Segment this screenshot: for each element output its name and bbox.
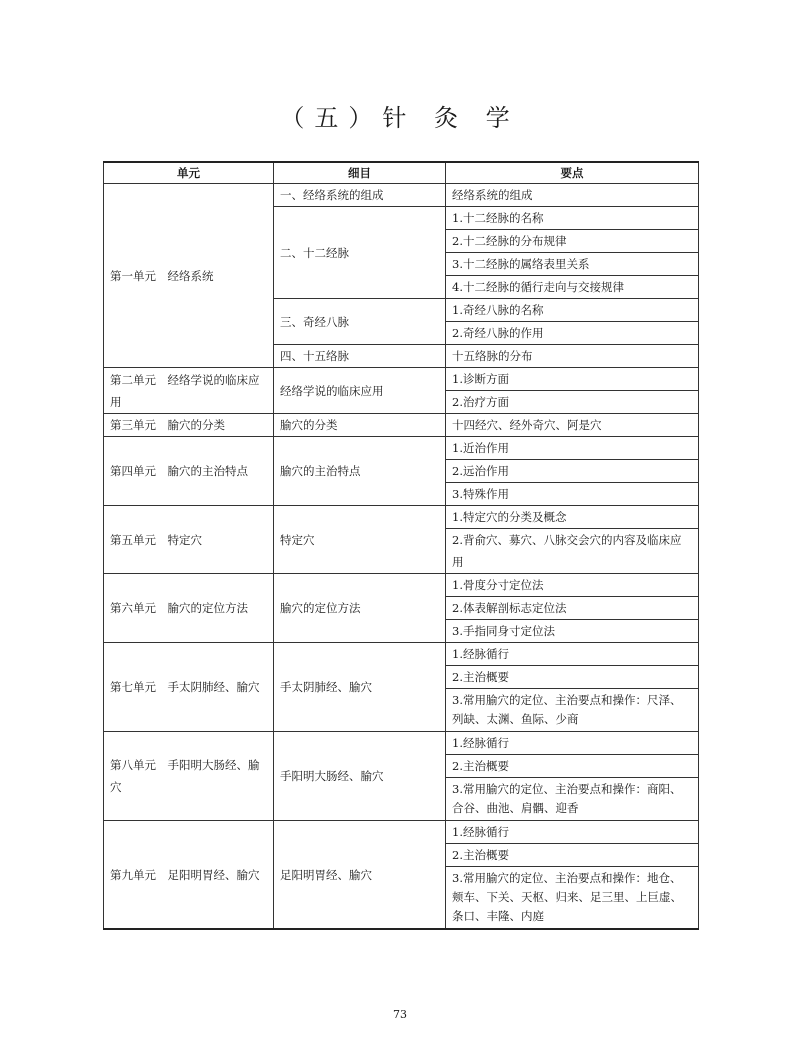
point-cell: 1.奇经八脉的名称	[446, 299, 699, 322]
point-cell: 2.背俞穴、募穴、八脉交会穴的内容及临床应用	[446, 529, 699, 574]
item-cell: 腧穴的主治特点	[274, 437, 446, 506]
point-cell: 1.经脉循行	[446, 821, 699, 844]
item-cell: 手太阴肺经、腧穴	[274, 643, 446, 732]
point-cell: 1.经脉循行	[446, 643, 699, 666]
point-cell: 3.常用腧穴的定位、主治要点和操作：尺泽、列缺、太渊、鱼际、少商	[446, 689, 699, 732]
column-header-point: 要点	[446, 162, 699, 184]
point-cell: 2.体表解剖标志定位法	[446, 597, 699, 620]
unit-cell: 第四单元 腧穴的主治特点	[104, 437, 274, 506]
point-cell: 3.手指同身寸定位法	[446, 620, 699, 643]
item-cell: 四、十五络脉	[274, 345, 446, 368]
table-row	[104, 437, 699, 460]
point-cell: 2.主治概要	[446, 844, 699, 867]
table-header-row	[104, 162, 699, 184]
point-cell: 1.十二经脉的名称	[446, 207, 699, 230]
unit-cell: 第九单元 足阳明胃经、腧穴	[104, 821, 274, 930]
unit-cell: 第二单元 经络学说的临床应用	[104, 368, 274, 414]
column-header-unit: 单元	[104, 162, 274, 184]
table-row	[104, 184, 699, 207]
point-cell: 2.主治概要	[446, 666, 699, 689]
table-row	[104, 414, 699, 437]
column-header-item: 细目	[274, 162, 446, 184]
point-cell: 1.骨度分寸定位法	[446, 574, 699, 597]
table-row	[104, 506, 699, 529]
item-cell: 腧穴的定位方法	[274, 574, 446, 643]
item-cell: 经络学说的临床应用	[274, 368, 446, 414]
point-cell: 1.诊断方面	[446, 368, 699, 391]
item-cell: 手阳明大肠经、腧穴	[274, 732, 446, 821]
point-cell: 十四经穴、经外奇穴、阿是穴	[446, 414, 699, 437]
unit-cell: 第八单元 手阳明大肠经、腧穴	[104, 732, 274, 821]
point-cell: 1.经脉循行	[446, 732, 699, 755]
item-cell: 二、十二经脉	[274, 207, 446, 299]
point-cell: 3.常用腧穴的定位、主治要点和操作：地仓、颊车、下关、天枢、归来、足三里、上巨虚、条口、丰隆、内庭	[446, 867, 699, 930]
table-row	[104, 643, 699, 666]
unit-cell: 第一单元 经络系统	[104, 184, 274, 368]
item-cell: 特定穴	[274, 506, 446, 574]
point-cell: 2.治疗方面	[446, 391, 699, 414]
item-cell: 三、奇经八脉	[274, 299, 446, 345]
page-title: （五）针 灸 学	[280, 104, 520, 132]
item-cell: 一、经络系统的组成	[274, 184, 446, 207]
point-cell: 3.十二经脉的属络表里关系	[446, 253, 699, 276]
unit-cell: 第七单元 手太阴肺经、腧穴	[104, 643, 274, 732]
point-cell: 经络系统的组成	[446, 184, 699, 207]
point-cell: 2.远治作用	[446, 460, 699, 483]
item-cell: 腧穴的分类	[274, 414, 446, 437]
point-cell: 十五络脉的分布	[446, 345, 699, 368]
unit-cell: 第六单元 腧穴的定位方法	[104, 574, 274, 643]
table-row	[104, 732, 699, 755]
table-row	[104, 368, 699, 391]
point-cell: 2.主治概要	[446, 755, 699, 778]
unit-cell: 第五单元 特定穴	[104, 506, 274, 574]
point-cell: 1.近治作用	[446, 437, 699, 460]
table-row	[104, 821, 699, 844]
unit-cell: 第三单元 腧穴的分类	[104, 414, 274, 437]
point-cell: 2.十二经脉的分布规律	[446, 230, 699, 253]
table-row	[104, 574, 699, 597]
point-cell: 3.常用腧穴的定位、主治要点和操作：商阳、合谷、曲池、肩髃、迎香	[446, 778, 699, 821]
syllabus-table	[103, 161, 699, 930]
point-cell: 1.特定穴的分类及概念	[446, 506, 699, 529]
point-cell: 4.十二经脉的循行走向与交接规律	[446, 276, 699, 299]
table-body	[104, 184, 699, 930]
point-cell: 2.奇经八脉的作用	[446, 322, 699, 345]
point-cell: 3.特殊作用	[446, 483, 699, 506]
item-cell: 足阳明胃经、腧穴	[274, 821, 446, 930]
page-number: 73	[393, 1008, 407, 1021]
